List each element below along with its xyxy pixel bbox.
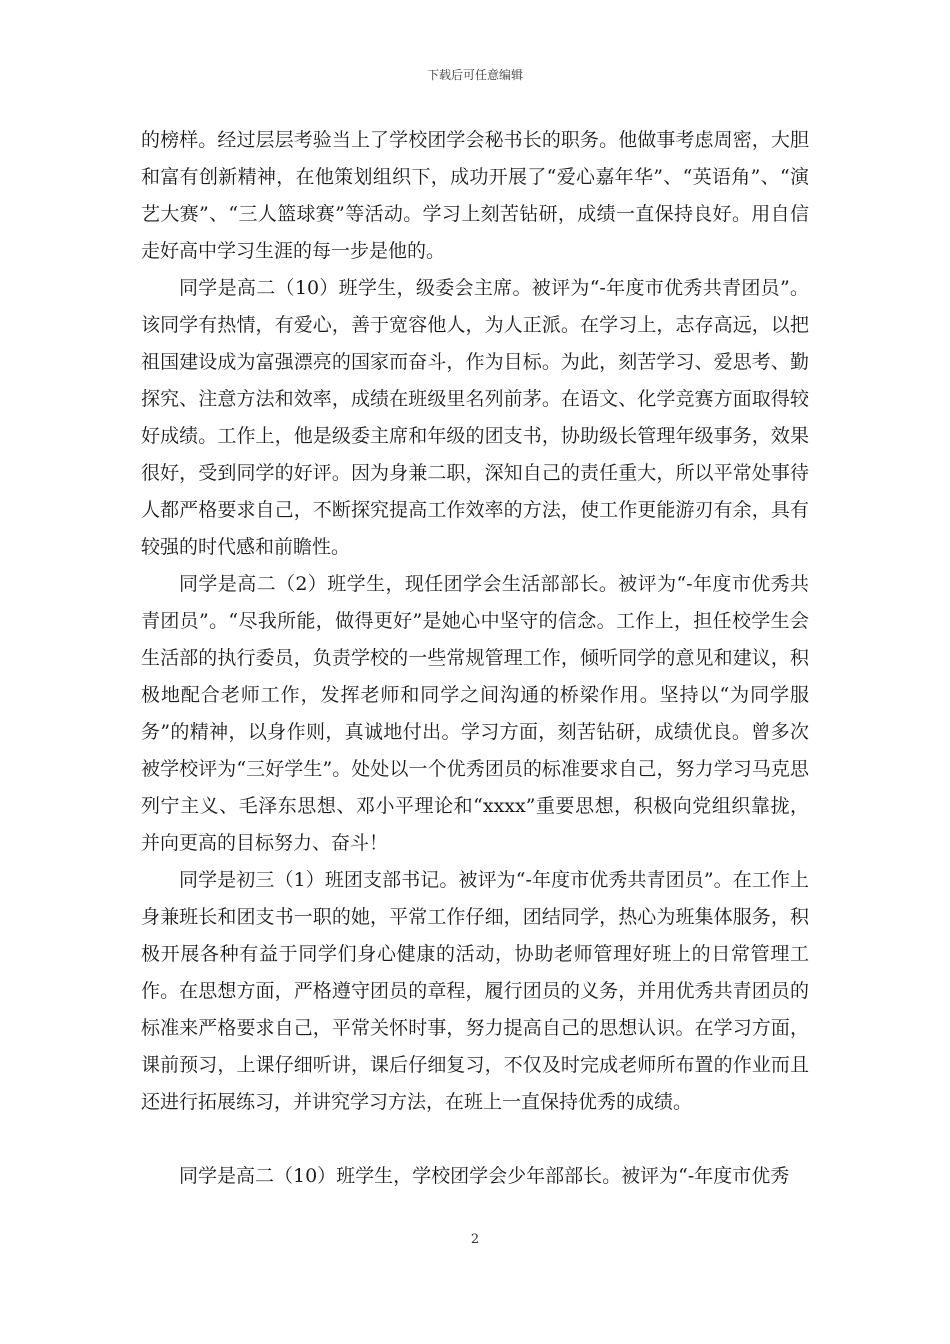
paragraph-3: 同学是高二（2）班学生，现任团学会生活部部长。被评为“-年度市优秀共青团员”。“尽我所能，做得更好”是她心中坚守的信念。工作上，担任校学生会生活部的执行委员，负责学校的一些常规管理工作，倾听同学的意见和建议，积极地配合老师工作，发挥老师和同学之间沟通的桥梁作用。坚持以“为同学服务”的精神，以身作则，真诚地付出。学习方面，刻苦钻研，成绩优良。曾多次被学校评为“三好学生”。处处以一个优秀团员的标准要求自己，努力学习马克思列宁主义、毛泽东思想、邓小平理论和“xxxx”重要思想，积极向党组织靠拢，并向更高的目标努力、奋斗！ — [141, 573, 809, 854]
document-body — [141, 122, 809, 1195]
page-header: 下载后可任意编辑 — [426, 68, 523, 82]
paragraph-1: 的榜样。经过层层考验当上了学校团学会秘书长的职务。他做事考虑周密，大胆和富有创新精神，在他策划组织下，成功开展了“爱心嘉年华”、“英语角”、“演艺大赛”、“三人篮球赛”等活动。学习上刻苦钻研，成绩一直保持良好。用自信走好高中学习生涯的每一步是他的。 — [141, 129, 809, 262]
page-number: 2 — [470, 1232, 480, 1247]
paragraph-5: 同学是高二（10）班学生，学校团学会少年部部长。被评为“-年度市优秀 — [179, 1165, 790, 1187]
paragraph-4: 同学是初三（1）班团支部书记。被评为“-年度市优秀共青团员”。在工作上身兼班长和团支书一职的她，平常工作仔细，团结同学，热心为班集体服务，积极开展各种有益于同学们身心健康的活动，协助老师管理好班上的日常管理工作。在思想方面，严格遵守团员的章程，履行团员的义务，并用优秀共青团员的标准来严格要求自己，平常关怀时事，努力提高自己的思想认识。在学习方面，课前预习，上课仔细听讲，课后仔细复习，不仅及时完成老师所布置的作业而且还进行拓展练习，并讲究学习方法，在班上一直保持优秀的成绩。 — [141, 869, 809, 1113]
paragraph-2: 同学是高二（10）班学生，级委会主席。被评为“-年度市优秀共青团员”。该同学有热情，有爱心，善于宽容他人，为人正派。在学习上，志存高远，以把祖国建设成为富强漂亮的国家而奋斗，作为目标。为此，刻苦学习、爱思考、勤探究、注意方法和效率，成绩在班级里名列前茅。在语文、化学竞赛方面取得较好成绩。工作上，他是级委主席和年级的团支书，协助级长管理年级事务，效果很好，受到同学的好评。因为身兼二职，深知自己的责任重大，所以平常处事待人都严格要求自己，不断探究提高工作效率的方法，使工作更能游刃有余，具有较强的时代感和前瞻性。 — [141, 277, 809, 558]
